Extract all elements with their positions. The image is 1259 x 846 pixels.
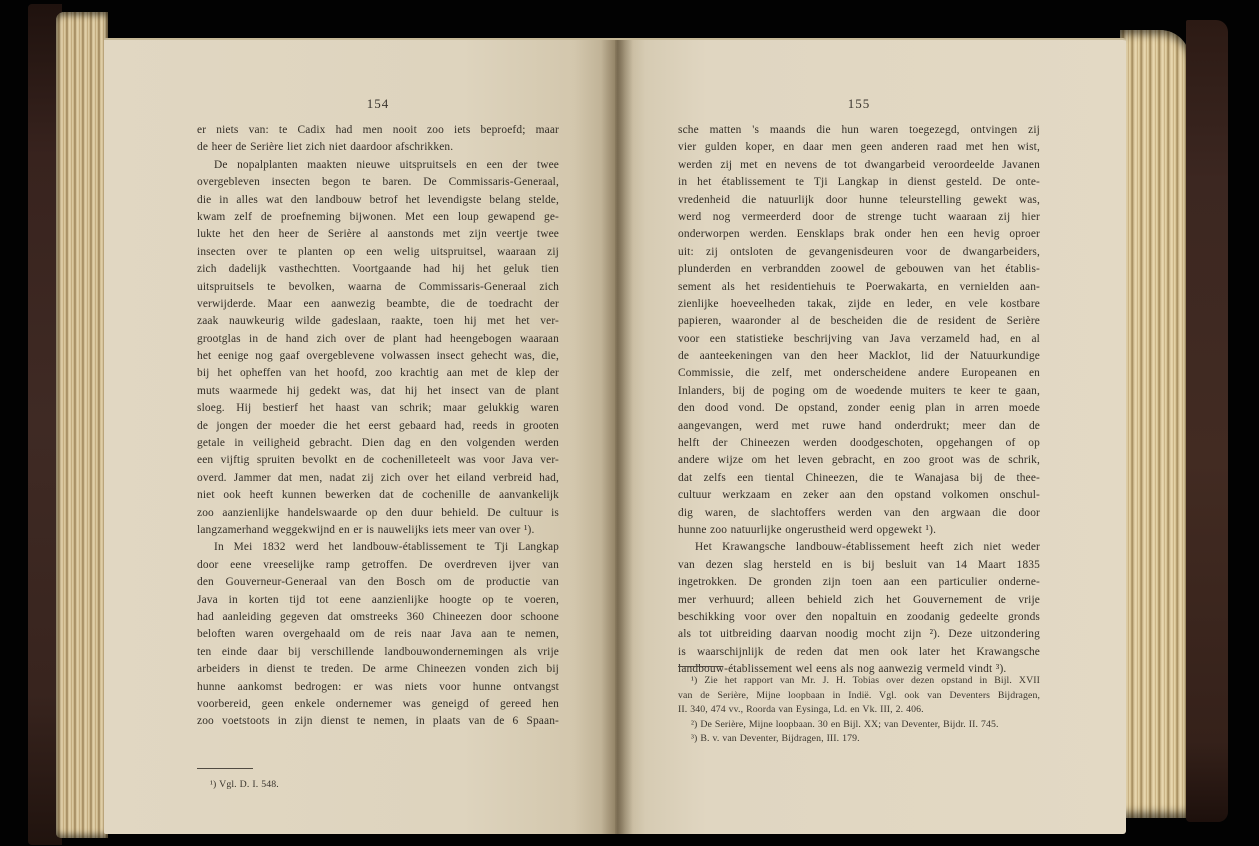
text-line: er niets van: te Cadix had men nooit zoo iets beproefd; maar [197,124,559,136]
text-line: hunne aankomst bedrogen: er was niets voor hunne ontvangst [197,680,559,693]
text-line: vier gulden koper, en daar men geen anderen raad met hen wist, [678,141,1040,154]
paragraph [197,539,559,730]
text-line: voor een statistieke beschrijving van Java verzameld had, en al [678,332,1040,345]
page-154-body-text [197,122,559,731]
page-154-footnotes [197,778,559,793]
paragraph [678,539,1040,678]
text-line: ²) De Serière, Mijne loopbaan. 30 en Bijl. XX; van Deventer, Bijdr. II. 745. [691,718,999,730]
text-line: plunderden en verbrandden zoowel de gebouwen van het établis- [678,263,1040,276]
text-line: dat zelfs een tiental Chineezen, die te Wanajasa bij de thee- [678,471,1040,484]
text-line: van dezen slag hersteld en is bij besluit van 14 Maart 1835 [678,558,1040,571]
text-line: ¹) Vgl. D. I. 548. [210,779,279,790]
text-line: zoo aanzienlijke handelswaarde op den duur behield. De cultuur is [197,506,559,519]
text-line: In Mei 1832 werd het landbouw-établissement te Tji Langkap [214,541,559,554]
text-line: helft der Chineezen werden doodgeschoten, opgehangen of op [678,437,1040,450]
text-line: voorbereid, geen enkele ondernemer was geneigd of gereed hen [197,697,559,710]
text-line: ten einde daar bij verschillende landbouwondernemingen als vrije [197,645,559,658]
page-edges-right [1120,30,1190,818]
text-line: uitspruitsels te bevolken, waarna de Commissaris-Generaal zich [197,280,559,293]
page-edges-left [56,12,108,838]
text-line: hunne zoo natuurlijke ongerustheid werd opgewekt ¹). [678,523,937,536]
text-line: een vijftig spruiten bevolkt en de cochenilleteelt was voor Java ver- [197,454,559,467]
footnote-rule-left [197,768,253,769]
text-line: den Gouverneur-Generaal van den Bosch om de productie van [197,576,559,589]
text-line: bij het opheffen van het hoofd, zoo krachtig aan met de klep der [197,367,559,380]
text-line: landbouw-établissement wel eens als nog aanwezig vermeld vindt ³). [678,663,1007,676]
book-cover-right [1186,20,1228,822]
text-line: het eenige nog gaaf overgeblevene volwassen insect gehecht was, die, [197,350,559,363]
text-line: kwam zelf de proefneming bijwonen. Met een loup gewapend ge- [197,210,559,223]
text-line: aangevangen, werd met ruwe hand onderdrukt; meer dan de [678,419,1040,432]
text-line: sloeg. Hij bestierf het haast van schrik; maar gelukkig waren [197,402,559,415]
text-line: zienlijke hoeveelheden takak, zijde en leder, en vele kostbare [678,297,1040,310]
text-line: als tot uitbreiding daarvan noodig mocht zijn ²). Deze uitzondering [678,628,1040,641]
text-line: onderworpen werden. Eensklaps brak onder hen een hevig oproer [678,228,1040,241]
text-line: arbeiders in dienst te treden. De arme Chineezen vonden zich bij [197,663,559,676]
page-155-footnotes [678,674,1040,747]
text-line: Java in korten tijd tot eene aanzienlijke hoogte op te voeren, [197,593,559,606]
paragraph [197,122,559,157]
text-line: langzamerhand weggekwijnd en er is nauwelijks iets meer van over ¹). [197,523,535,536]
text-line: van de Serière, Mijne loopbaan in Indië. Vgl. ook van Deventers Bijdragen, [678,689,1040,701]
text-line: verwijderde. Maar een aanwezig beambte, die de toedracht der [197,297,559,310]
paragraph [678,674,1040,718]
paragraph [678,732,1040,747]
text-line: niet ook heeft kunnen bewerken dat de cochenille de aanvankelijk [197,489,559,502]
text-line: Het Krawangsche landbouw-établissement heeft zich niet weder [695,541,1040,554]
text-line: had aanleiding gegeven dat omstreeks 360 Chineezen door schoone [197,610,559,623]
text-line: mer verhuurd; alleen behield zich het Gouvernement de vrije [678,593,1040,606]
text-line: door eene vreeselijke ramp getroffen. De overdreven ijver van [197,558,559,571]
text-line: overgebleven insecten begon te baren. De Commissaris-Generaal, [197,176,559,189]
text-line: werd nog vermeerderd door de strenge tucht waaraan zij hier [678,210,1040,223]
text-line: ingetrokken. De gronden zijn toen aan een particulier onderne- [678,576,1040,589]
book-gutter [601,40,633,834]
text-line: de aanteekeningen van den heer Macklot, lid der Natuurkundige [678,350,1040,363]
text-line: overd. Jammer dat men, nadat zij zich over het eiland verbreid had, [197,471,559,484]
footnote-rule-right [678,666,723,667]
text-line: vredenheid die natuurlijk door hunne teleurstelling gewekt was, [678,193,1040,206]
text-line: zaak nauwkeurig wilde gadeslaan, raakte, toen hij met het ver- [197,315,559,328]
text-line: De nopalplanten maakten nieuwe uitspruitsels en een der twee [214,158,559,171]
text-line: uit: zij ontsloten de gevangenisdeuren voor de dwangarbeiders, [678,245,1040,258]
text-line: getale in veiligheid gebracht. Dien dag en den volgenden werden [197,437,559,450]
paragraph [197,157,559,540]
text-line: de heer de Serière liet zich niet daardoor afschrikken. [197,141,454,154]
text-line: den dood vond. De opstand, zonder eenig plan in arren moede [678,402,1040,415]
text-line: insecten over te planten op een welig uitspruitsel, waaraan zij [197,245,559,258]
open-book-spread [104,38,1126,834]
text-line: sement als het residentiehuis te Poerwakarta, en vernielden aan- [678,280,1040,293]
text-line: in het établissement te Tji Langkap in dienst gesteld. De onte- [678,176,1040,189]
text-line: werden zij met en nevens de tot dwangarbeid veroordeelde Javanen [678,158,1040,171]
text-line: ³) B. v. van Deventer, Bijdragen, III. 179. [691,733,860,745]
paragraph [197,778,559,793]
text-line: zich dadelijk vasthechtten. Voortgaande had hij het geluk tien [197,263,559,276]
text-line: die in alles wat den landbouw betrof het levendigste belang stelde, [197,193,559,206]
text-line: Inlanders, bij de poging om de woedende muiters te keer te gaan, [678,384,1040,397]
paragraph [678,718,1040,733]
text-line: grootglas in de hand zich over de plant had heengebogen waaraan [197,332,559,345]
text-line: cultuur werkzaam en zeker aan den opstand volkomen onschul- [678,489,1040,502]
text-line: de jongen der moeder die het eerst gebaard had, reeds in grooten [197,419,559,432]
text-line: andere wijze om het leven gebracht, en zoo groot was de schrik, [678,454,1040,467]
page-155-body-text [678,122,1040,679]
text-line: ¹) Zie het rapport van Mr. J. H. Tobias over dezen opstand in Bijl. XVII [691,675,1040,686]
text-line: zoo voetstoots in zijn dienst te nemen, in plaats van de 6 Spaan- [197,715,559,728]
text-line: papieren, waaronder al de bescheiden die de resident de Serière [678,315,1040,328]
page-number-right: 155 [847,96,871,111]
text-line: is waarschijnlijk de reden dat men ook later het Krawangsche [678,645,1040,658]
page-number-left: 154 [366,96,390,111]
text-line: beloften waren overgehaald om de reis naar Java aan te nemen, [197,628,559,641]
text-line: lukte het den heer de Serière al aanstonds met zijn veertje twee [197,228,559,241]
text-line: II. 340, 474 vv., Roorda van Eysinga, Ld. en Vk. III, 2. 406. [678,704,924,716]
paragraph [678,122,1040,539]
text-line: muts waarmede hij gedekt was, dat hij het insect van de plant [197,384,559,397]
text-line: Commissie, die zelf, met onderscheidene andere Europeanen en [678,367,1040,380]
text-line: beschikking voor over den nopaltuin en zoodanig gedeelte gronds [678,610,1040,623]
text-line: sche matten 's maands die hun waren toegezegd, ontvingen zij [678,124,1040,136]
text-line: dig waren, de slachtoffers werden van den argwaan die door [678,506,1040,519]
